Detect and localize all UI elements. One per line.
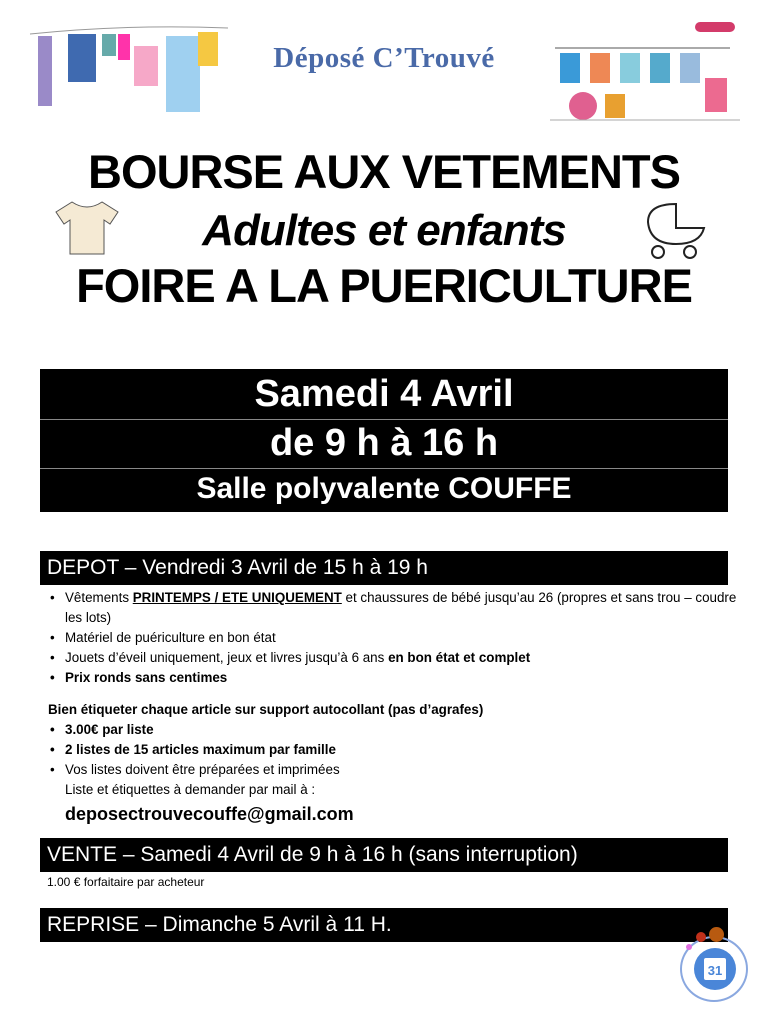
depot-heading: DEPOT – Vendredi 3 Avril de 15 h à 19 h <box>40 551 728 585</box>
list-item: • Prix ronds sans centimes <box>48 668 738 688</box>
event-info-box <box>40 369 728 512</box>
list-item: • Matériel de puériculture en bon état <box>48 628 738 648</box>
depot-details <box>48 588 738 824</box>
event-place: Salle polyvalente COUFFE <box>196 472 572 505</box>
label-note: Bien étiqueter chaque article sur support autocollant (pas d’agrafes) <box>48 702 484 717</box>
list-item: • 2 listes de 15 articles maximum par famille <box>48 740 738 760</box>
event-date: Samedi 4 Avril <box>254 373 514 415</box>
list-item <box>48 588 738 628</box>
list-item <box>48 648 738 668</box>
dot-decoration <box>696 932 706 942</box>
brand-logo: Déposé C’Trouvé <box>273 42 495 74</box>
dot-decoration <box>686 944 692 950</box>
calendar-day: 31 <box>707 963 723 978</box>
item-text: et chaussures de bébé jusqu’au 26 (propres et sans trou – coudre les lots) <box>65 590 737 625</box>
list-item: • 3.00€ par liste <box>48 720 738 740</box>
item-emphasis: PRINTEMPS / ETE UNIQUEMENT <box>132 590 342 605</box>
calendar-icon[interactable] <box>694 948 736 990</box>
item-text: Vêtements <box>65 590 133 605</box>
item-text: Jouets d’éveil uniquement, jeux et livres jusqu’à 6 ans <box>65 650 389 665</box>
vente-heading: VENTE – Samedi 4 Avril de 9 h à 16 h (sans interruption) <box>40 838 728 872</box>
vente-note: 1.00 € forfaitaire par acheteur <box>47 875 205 889</box>
event-hours: de 9 h à 16 h <box>269 422 499 464</box>
mail-note: Liste et étiquettes à demander par mail à : <box>65 782 316 797</box>
divider <box>40 468 728 469</box>
baby-stroller-icon <box>640 198 710 260</box>
list-item: • Vos listes doivent être préparées et imprimées <box>48 760 738 780</box>
email-link[interactable]: deposectrouvecouffe@gmail.com <box>65 804 354 824</box>
title-line-3: FOIRE A LA PUERICULTURE <box>76 259 692 312</box>
divider <box>40 419 728 420</box>
reprise-heading: REPRISE – Dimanche 5 Avril à 11 H. <box>40 908 728 942</box>
dot-decoration <box>709 927 724 942</box>
title-line-1: BOURSE AUX VETEMENTS <box>88 145 680 198</box>
clothes-rack-illustration <box>545 18 745 128</box>
title-line-2: Adultes et enfants <box>202 206 566 255</box>
item-emphasis: en bon état et complet <box>388 650 531 665</box>
